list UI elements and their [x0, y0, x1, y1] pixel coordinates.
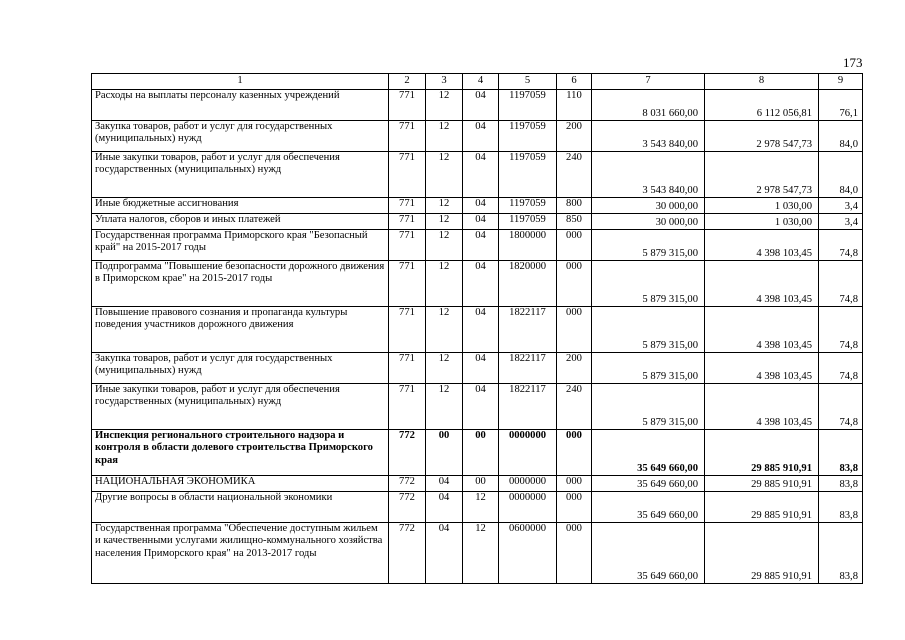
row-name-cell: Расходы на выплаты персоналу казенных учреждений: [92, 90, 389, 121]
executed-amount-cell: 4 398 103,45: [705, 230, 819, 261]
expense-type-cell: 850: [557, 214, 592, 230]
executed-amount-cell: 29 885 910,91: [705, 430, 819, 476]
executed-amount-cell: 4 398 103,45: [705, 261, 819, 307]
code-cell: 772: [389, 523, 426, 584]
expense-type-cell: 000: [557, 307, 592, 353]
percent-cell: 74,8: [819, 384, 863, 430]
plan-amount-cell: 5 879 315,00: [592, 353, 705, 384]
section-cell: 04: [426, 523, 463, 584]
expense-type-cell: 240: [557, 384, 592, 430]
table-row: [92, 230, 863, 261]
code-cell: 772: [389, 492, 426, 523]
row-name-cell: Закупка товаров, работ и услуг для государственных (муниципальных) нужд: [92, 353, 389, 384]
code-cell: 771: [389, 307, 426, 353]
target-article-cell: 1822117: [499, 353, 557, 384]
row-name-cell: Инспекция регионального строительного надзора и контроля в области долевого строительства Приморского края: [92, 430, 389, 476]
percent-cell: 84,0: [819, 152, 863, 198]
percent-cell: 3,4: [819, 198, 863, 214]
executed-amount-cell: 6 112 056,81: [705, 90, 819, 121]
page-number: 173: [843, 55, 863, 70]
row-name-cell: Иные бюджетные ассигнования: [92, 198, 389, 214]
table-row: [92, 121, 863, 152]
target-article-cell: 0600000: [499, 523, 557, 584]
subsection-cell: 00: [463, 476, 499, 492]
row-name-cell: Государственная программа "Обеспечение доступным жильем и качественными услугами жилищно-коммунального хозяйства населения Приморского края" на 2013-2017 годы: [92, 523, 389, 584]
budget-table: [91, 73, 863, 584]
row-name-cell: Иные закупки товаров, работ и услуг для обеспечения государственных (муниципальных) нужд: [92, 384, 389, 430]
column-header: 4: [463, 74, 499, 90]
plan-amount-cell: 35 649 660,00: [592, 476, 705, 492]
code-cell: 771: [389, 90, 426, 121]
expense-type-cell: 000: [557, 230, 592, 261]
expense-type-cell: 000: [557, 523, 592, 584]
expense-type-cell: 000: [557, 261, 592, 307]
section-cell: 12: [426, 307, 463, 353]
expense-type-cell: 110: [557, 90, 592, 121]
section-cell: 12: [426, 121, 463, 152]
column-header: 3: [426, 74, 463, 90]
plan-amount-cell: 30 000,00: [592, 214, 705, 230]
target-article-cell: 1197059: [499, 198, 557, 214]
percent-cell: 74,8: [819, 261, 863, 307]
section-cell: 12: [426, 152, 463, 198]
executed-amount-cell: 29 885 910,91: [705, 492, 819, 523]
code-cell: 771: [389, 384, 426, 430]
executed-amount-cell: 4 398 103,45: [705, 307, 819, 353]
section-cell: 12: [426, 353, 463, 384]
target-article-cell: 1820000: [499, 261, 557, 307]
section-cell: 00: [426, 430, 463, 476]
target-article-cell: 1197059: [499, 152, 557, 198]
percent-cell: 76,1: [819, 90, 863, 121]
table-row: [92, 214, 863, 230]
table-row: [92, 430, 863, 476]
expense-type-cell: 200: [557, 121, 592, 152]
table-row: [92, 492, 863, 523]
percent-cell: 84,0: [819, 121, 863, 152]
table-row: [92, 307, 863, 353]
section-cell: 04: [426, 492, 463, 523]
percent-cell: 83,8: [819, 430, 863, 476]
table-row: [92, 90, 863, 121]
code-cell: 771: [389, 152, 426, 198]
plan-amount-cell: 5 879 315,00: [592, 230, 705, 261]
executed-amount-cell: 2 978 547,73: [705, 121, 819, 152]
subsection-cell: 12: [463, 492, 499, 523]
code-cell: 771: [389, 353, 426, 384]
plan-amount-cell: 5 879 315,00: [592, 261, 705, 307]
expense-type-cell: 200: [557, 353, 592, 384]
executed-amount-cell: 4 398 103,45: [705, 384, 819, 430]
expense-type-cell: 240: [557, 152, 592, 198]
executed-amount-cell: 2 978 547,73: [705, 152, 819, 198]
table-row: [92, 384, 863, 430]
plan-amount-cell: 35 649 660,00: [592, 492, 705, 523]
section-cell: 12: [426, 261, 463, 307]
plan-amount-cell: 5 879 315,00: [592, 384, 705, 430]
row-name-cell: Другие вопросы в области национальной экономики: [92, 492, 389, 523]
executed-amount-cell: 29 885 910,91: [705, 476, 819, 492]
plan-amount-cell: 3 543 840,00: [592, 152, 705, 198]
percent-cell: 3,4: [819, 214, 863, 230]
table-row: [92, 261, 863, 307]
row-name-cell: Уплата налогов, сборов и иных платежей: [92, 214, 389, 230]
subsection-cell: 04: [463, 307, 499, 353]
expense-type-cell: 000: [557, 430, 592, 476]
plan-amount-cell: 5 879 315,00: [592, 307, 705, 353]
subsection-cell: 04: [463, 384, 499, 430]
code-cell: 771: [389, 198, 426, 214]
code-cell: 772: [389, 430, 426, 476]
plan-amount-cell: 8 031 660,00: [592, 90, 705, 121]
expense-type-cell: 800: [557, 198, 592, 214]
percent-cell: 83,8: [819, 476, 863, 492]
table-row: [92, 353, 863, 384]
row-name-cell: НАЦИОНАЛЬНАЯ ЭКОНОМИКА: [92, 476, 389, 492]
section-cell: 12: [426, 230, 463, 261]
section-cell: 12: [426, 214, 463, 230]
target-article-cell: 0000000: [499, 492, 557, 523]
expense-type-cell: 000: [557, 492, 592, 523]
column-header: 5: [499, 74, 557, 90]
table-body: [92, 74, 863, 584]
column-header: 9: [819, 74, 863, 90]
plan-amount-cell: 35 649 660,00: [592, 523, 705, 584]
executed-amount-cell: 1 030,00: [705, 214, 819, 230]
row-name-cell: Государственная программа Приморского края "Безопасный край" на 2015-2017 годы: [92, 230, 389, 261]
column-header: 2: [389, 74, 426, 90]
subsection-cell: 04: [463, 90, 499, 121]
row-name-cell: Иные закупки товаров, работ и услуг для обеспечения государственных (муниципальных) нужд: [92, 152, 389, 198]
table-row: [92, 152, 863, 198]
section-cell: 04: [426, 476, 463, 492]
subsection-cell: 04: [463, 198, 499, 214]
target-article-cell: 1822117: [499, 307, 557, 353]
code-cell: 771: [389, 230, 426, 261]
plan-amount-cell: 30 000,00: [592, 198, 705, 214]
column-header: 6: [557, 74, 592, 90]
subsection-cell: 04: [463, 214, 499, 230]
code-cell: 772: [389, 476, 426, 492]
code-cell: 771: [389, 121, 426, 152]
executed-amount-cell: 4 398 103,45: [705, 353, 819, 384]
executed-amount-cell: 1 030,00: [705, 198, 819, 214]
section-cell: 12: [426, 90, 463, 121]
subsection-cell: 00: [463, 430, 499, 476]
code-cell: 771: [389, 214, 426, 230]
column-header: 1: [92, 74, 389, 90]
percent-cell: 74,8: [819, 307, 863, 353]
percent-cell: 83,8: [819, 492, 863, 523]
table-row: [92, 476, 863, 492]
code-cell: 771: [389, 261, 426, 307]
section-cell: 12: [426, 384, 463, 430]
subsection-cell: 04: [463, 230, 499, 261]
percent-cell: 74,8: [819, 230, 863, 261]
target-article-cell: 1197059: [499, 121, 557, 152]
target-article-cell: 0000000: [499, 476, 557, 492]
target-article-cell: 1197059: [499, 90, 557, 121]
percent-cell: 83,8: [819, 523, 863, 584]
plan-amount-cell: 35 649 660,00: [592, 430, 705, 476]
target-article-cell: 1800000: [499, 230, 557, 261]
target-article-cell: 1197059: [499, 214, 557, 230]
column-header: 7: [592, 74, 705, 90]
subsection-cell: 04: [463, 152, 499, 198]
expense-type-cell: 000: [557, 476, 592, 492]
executed-amount-cell: 29 885 910,91: [705, 523, 819, 584]
target-article-cell: 0000000: [499, 430, 557, 476]
row-name-cell: Подпрограмма "Повышение безопасности дорожного движения в Приморском крае" на 2015-2017 годы: [92, 261, 389, 307]
section-cell: 12: [426, 198, 463, 214]
header-row: [92, 74, 863, 90]
table-row: [92, 198, 863, 214]
subsection-cell: 04: [463, 353, 499, 384]
row-name-cell: Повышение правового сознания и пропаганда культуры поведения участников дорожного движения: [92, 307, 389, 353]
subsection-cell: 04: [463, 121, 499, 152]
row-name-cell: Закупка товаров, работ и услуг для государственных (муниципальных) нужд: [92, 121, 389, 152]
plan-amount-cell: 3 543 840,00: [592, 121, 705, 152]
target-article-cell: 1822117: [499, 384, 557, 430]
table-row: [92, 523, 863, 584]
percent-cell: 74,8: [819, 353, 863, 384]
subsection-cell: 12: [463, 523, 499, 584]
subsection-cell: 04: [463, 261, 499, 307]
column-header: 8: [705, 74, 819, 90]
